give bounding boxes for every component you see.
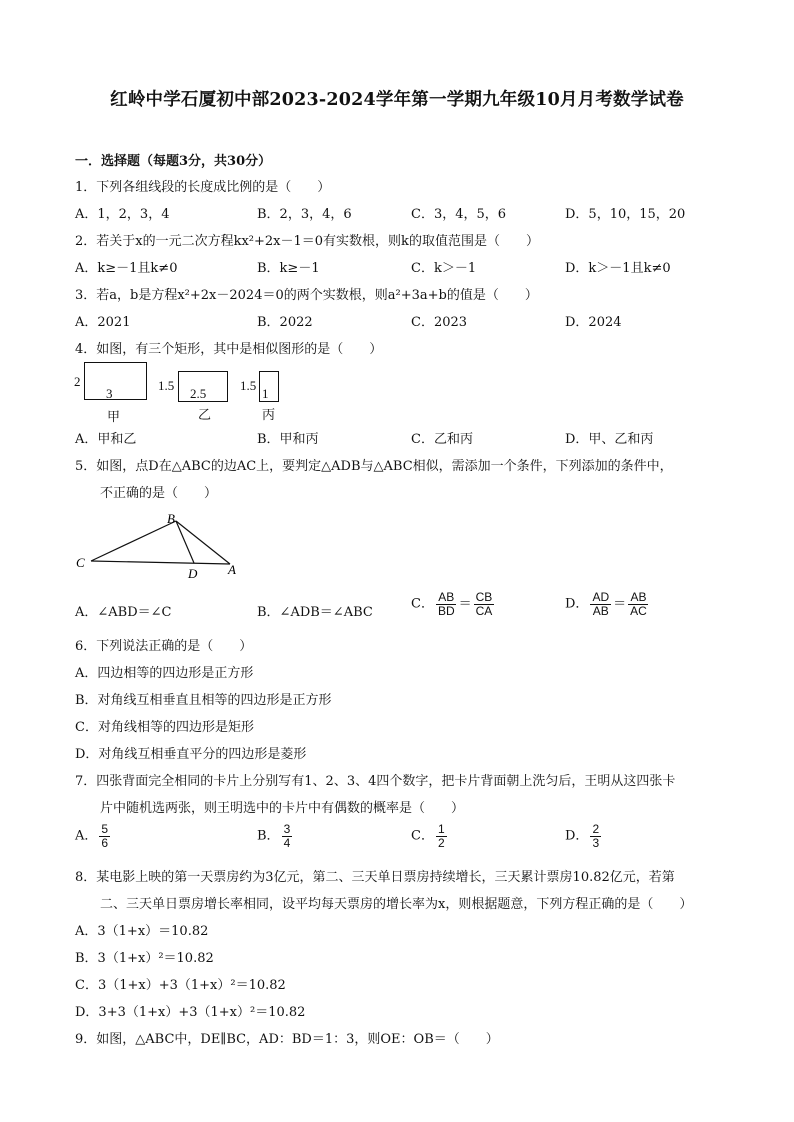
q5-triangle-figure: [70, 508, 260, 583]
q7-option-c: C． $\frac{1}{2}$: [411, 822, 445, 850]
question-1-stem: 1．下列各组线段的长度成比例的是（ ）: [75, 180, 331, 195]
edge-cb: [91, 521, 176, 561]
q1-option-d: D．5，10，15，20: [565, 207, 686, 222]
option-letter: C．: [411, 596, 434, 612]
point-a-label: A: [228, 562, 236, 577]
q5-option-d: D． $\frac{AD}{AB}$ ＝ $\frac{AB}{AC}$: [565, 590, 647, 618]
question-7-stem-line1: 7．四张背面完全相同的卡片上分别写有1、2、3、4四个数字，把卡片背面朝上洗匀后，王明从这四张卡: [75, 774, 676, 789]
fraction: $\frac{CB}{CA}$: [475, 590, 493, 618]
option-letter: D．: [565, 596, 589, 612]
q2-option-a: A．k≥－1且k≠0: [75, 261, 178, 276]
question-7-stem-line2: 片中随机选两张，则王明选中的卡片中有偶数的概率是（ ）: [100, 801, 465, 816]
point-b-label: B: [167, 511, 175, 526]
rect1-bottom-label: 3: [106, 386, 113, 401]
q2-option-d: D．k＞－1且k≠0: [565, 261, 671, 276]
q5-option-b: B．∠ADB＝∠ABC: [257, 605, 373, 620]
fraction: $\frac{AB}{AC}$: [630, 590, 647, 618]
rect3-name: 丙: [262, 407, 276, 422]
q4-option-d: D．甲、乙和丙: [565, 432, 654, 447]
fraction: $\frac{AD}{AB}$: [592, 590, 610, 618]
q4-option-c: C．乙和丙: [411, 432, 473, 447]
edge-bd: [176, 521, 194, 563]
q8-option-d: D．3+3（1+x）+3（1+x）²＝10.82: [75, 1005, 306, 1020]
q2-option-c: C．k＞－1: [411, 261, 477, 276]
question-8-stem-line2: 二、三天单日票房增长率相同，设平均每天票房的增长率为x，则根据题意，下列方程正确的是（ ）: [100, 897, 693, 912]
q4-rectangles-figure: [70, 360, 310, 422]
q3-option-c: C．2023: [411, 315, 468, 330]
section-heading: 一．选择题（每题3分，共30分）: [75, 154, 272, 169]
q3-option-d: D．2024: [565, 315, 622, 330]
edge-ca: [91, 561, 230, 564]
q6-option-d: D．对角线互相垂直平分的四边形是菱形: [75, 747, 307, 762]
question-4-stem: 4．如图，有三个矩形，其中是相似图形的是（ ）: [75, 342, 383, 357]
q1-option-b: B．2，3，4，6: [257, 207, 352, 222]
point-c-label: C: [76, 555, 85, 570]
q6-option-a: A．四边相等的四边形是正方形: [75, 666, 254, 681]
question-2-stem: 2．若关于x的一元二次方程kx²+2x－1＝0有实数根，则k的取值范围是（ ）: [75, 234, 539, 249]
q8-option-c: C．3（1+x）+3（1+x）²＝10.82: [75, 978, 286, 993]
rect1-side-label: 2: [74, 374, 81, 389]
question-3-stem: 3．若a，b是方程x²+2x－2024＝0的两个实数根，则a²+3a+b的值是（ ）: [75, 288, 538, 303]
q2-option-b: B．k≥－1: [257, 261, 320, 276]
edge-ba: [176, 521, 230, 564]
question-5-stem-line1: 5．如图，点D在△ABC的边AC上，要判定△ADB与△ABC相似，需添加一个条件，下列添加的条件中，: [75, 459, 673, 474]
q6-option-c: C．对角线相等的四边形是矩形: [75, 720, 254, 735]
q4-option-b: B．甲和丙: [257, 432, 319, 447]
rect2-name: 乙: [198, 407, 212, 422]
q7-option-d: D． $\frac{2}{3}$: [565, 822, 600, 850]
q7-option-a: A． $\frac{5}{6}$: [75, 822, 109, 850]
q5-option-a: A．∠ABD＝∠C: [75, 605, 172, 620]
q5-option-c: C． $\frac{AB}{BD}$ ＝ $\frac{CB}{CA}$: [411, 590, 493, 618]
fraction: $\frac{AB}{BD}$: [437, 590, 455, 618]
question-9-stem: 9．如图，△ABC中，DE∥BC，AD：BD＝1：3，则OE：OB＝（ ）: [75, 1032, 499, 1047]
q6-option-b: B．对角线互相垂直且相等的四边形是正方形: [75, 693, 332, 708]
q7-option-b: B． $\frac{3}{4}$: [257, 822, 291, 850]
q1-option-c: C．3，4，5，6: [411, 207, 507, 222]
question-5-stem-line2: 不正确的是（ ）: [100, 486, 218, 501]
page-title: 红岭中学石厦初中部2023-2024学年第一学期九年级10月月考数学试卷: [110, 90, 684, 110]
q3-option-b: B．2022: [257, 315, 313, 330]
rect3-bottom-label: 1: [262, 386, 269, 401]
rect2-bottom-label: 2.5: [190, 386, 207, 401]
point-d-label: D: [188, 566, 198, 581]
q3-option-a: A．2021: [75, 315, 131, 330]
q4-option-a: A．甲和乙: [75, 432, 137, 447]
q8-option-b: B．3（1+x）²＝10.82: [75, 951, 214, 966]
question-8-stem-line1: 8．某电影上映的第一天票房约为3亿元，第二、三天单日票房持续增长，三天累计票房10.82亿元，若第: [75, 870, 675, 885]
rect1-name: 甲: [107, 409, 121, 424]
rect3-side-label: 1.5: [240, 378, 257, 393]
q1-option-a: A．1，2，3，4: [75, 207, 170, 222]
question-6-stem: 6．下列说法正确的是（ ）: [75, 639, 253, 654]
q8-option-a: A．3（1+x）＝10.82: [75, 924, 209, 939]
rect2-side-label: 1.5: [158, 378, 175, 393]
rect-jia: [84, 362, 147, 400]
